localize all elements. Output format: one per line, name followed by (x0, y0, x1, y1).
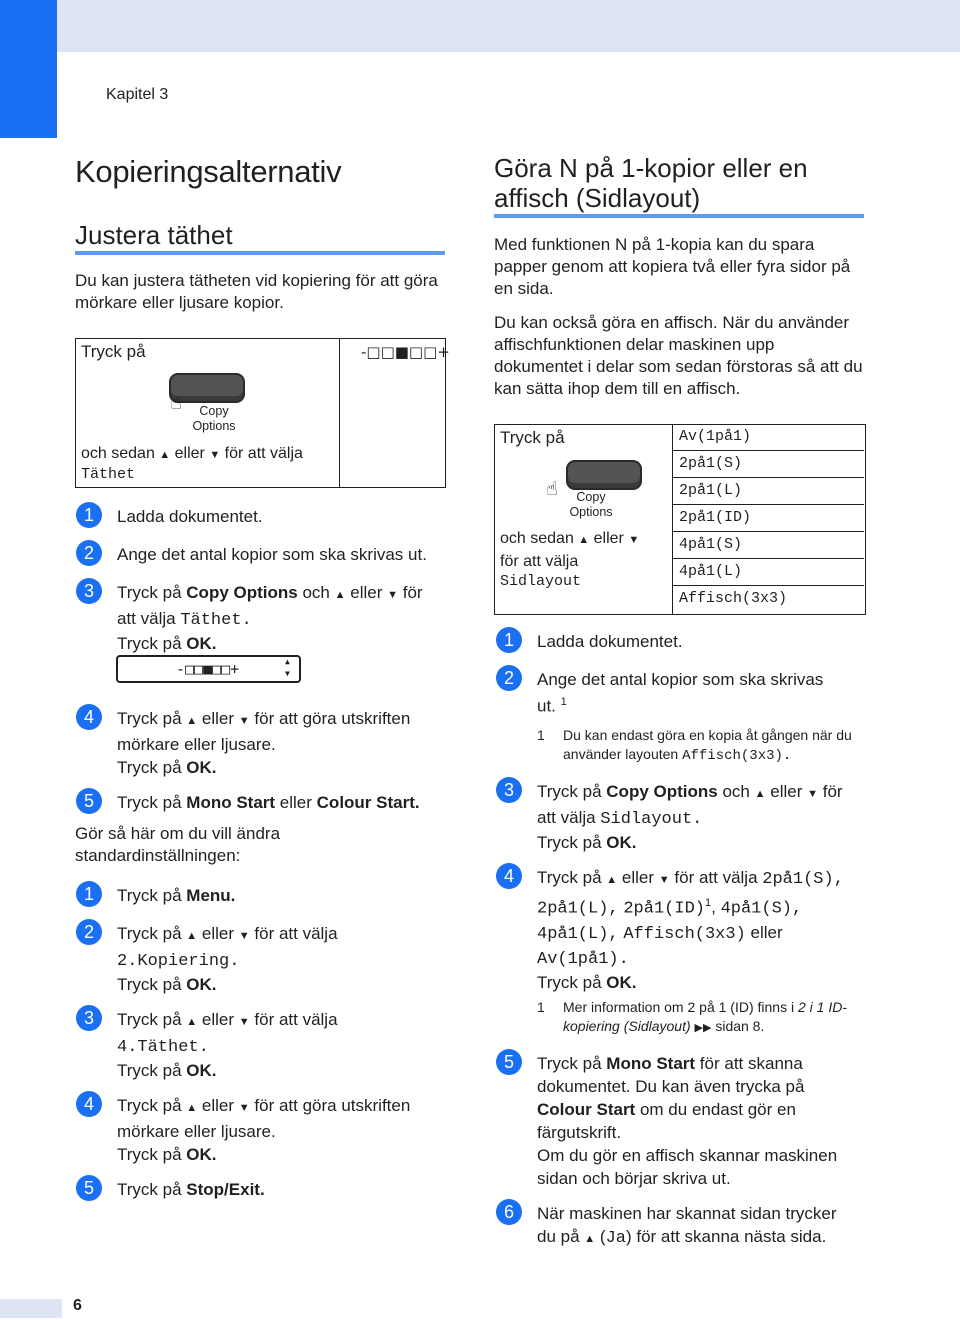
t: Tryck på (117, 634, 182, 653)
option-value: Ja (605, 1229, 626, 1248)
t: använder layouten (563, 746, 679, 762)
t: Tryck på (117, 1096, 182, 1115)
t: Tryck på (537, 972, 602, 992)
copy-options-key: Copy Options (606, 782, 718, 801)
option-value: Affisch(3x3) (623, 924, 746, 944)
section-title-density: Justera täthet (75, 220, 233, 250)
page-number-band (0, 1299, 62, 1318)
step-text (117, 1094, 457, 1166)
step-text (117, 707, 457, 779)
then-text: och sedan (500, 530, 574, 547)
down-arrow-icon: ▼ (628, 534, 640, 546)
table-select-text (81, 443, 303, 466)
up-arrow-icon: ▲ (606, 874, 618, 886)
footnote-text (563, 726, 873, 766)
step-number: 2 (76, 919, 102, 945)
t: Du kan endast göra en kopia åt gången när du (563, 727, 852, 743)
step-number: 5 (76, 788, 102, 814)
step-text (117, 791, 420, 814)
t: Tryck på (117, 1061, 182, 1080)
copy-options-label (184, 404, 244, 434)
t: Tryck på (117, 1180, 182, 1199)
title-line: affisch (Sidlayout) (494, 183, 701, 213)
t: Tryck på (117, 709, 182, 728)
layout-option: 4på1(S) (679, 536, 743, 553)
defaults-intro: Gör så här om du vill ändra standardinställningen: (75, 824, 281, 865)
button-label-line1: Copy (199, 404, 229, 418)
down-arrow-icon: ▼ (387, 589, 398, 601)
option-value: 2på1(ID) (623, 899, 705, 919)
t: för (402, 583, 423, 602)
step-text (117, 581, 452, 655)
copy-options-button (566, 460, 642, 490)
button-label-line2: Options (569, 505, 613, 519)
stop-exit-key: Stop/Exit. (186, 1180, 265, 1199)
layout-option: Affisch(3x3) (679, 590, 788, 607)
footnote-text (563, 998, 873, 1038)
t: Mer information om 2 på 1 (ID) finns i (563, 999, 795, 1015)
lcd-display (116, 655, 301, 683)
down-arrow-icon: ▼ (238, 930, 250, 942)
t: du på (537, 1227, 580, 1246)
t: Tryck på (117, 975, 182, 994)
t: Tryck på (117, 583, 182, 602)
step-text (537, 1052, 877, 1190)
header-band (0, 0, 960, 52)
step-number: 5 (496, 1049, 522, 1075)
step-number: 4 (76, 1091, 102, 1117)
ok-key: OK. (606, 972, 637, 992)
t: att välja (537, 808, 596, 827)
t: för att skanna (699, 1054, 803, 1073)
t: sidan och börjar skriva ut. (537, 1169, 731, 1188)
t: eller (201, 1010, 235, 1029)
t: eller (770, 782, 803, 801)
or-text: eller (593, 530, 624, 547)
t: Tryck på (117, 758, 182, 777)
footnote-ref: 1 (560, 696, 567, 708)
ok-key: OK. (186, 1145, 217, 1164)
step-number: 1 (496, 627, 522, 653)
footnote-number: 1 (537, 727, 545, 743)
select-text: för att välja (224, 445, 303, 462)
t: för att göra utskriften (254, 1096, 411, 1115)
t: för (822, 782, 843, 801)
step-number: 4 (496, 863, 522, 889)
up-arrow-icon: ▲ (186, 1102, 198, 1114)
t: för att välja (674, 868, 758, 887)
t: ( (599, 1227, 606, 1246)
title-line: Göra N på 1-kopior eller en (494, 153, 808, 183)
step-text (537, 668, 823, 718)
up-arrow-icon: ▲ (186, 715, 198, 727)
t: dokumentet. Du kan även trycka på (537, 1077, 805, 1096)
t: Om du gör en affisch skannar maskinen (537, 1146, 838, 1165)
step-number: 6 (496, 1199, 522, 1225)
layout-option: 2på1(ID) (679, 509, 752, 526)
mono-start-key: Mono Start (186, 793, 276, 812)
up-arrow-icon: ▲ (159, 449, 171, 461)
section-rule (494, 214, 864, 218)
copy-options-key: Copy Options (186, 583, 298, 602)
finger-press-icon: ☝ (546, 479, 558, 500)
xref: 2 i 1 ID- (797, 999, 847, 1015)
t: eller (201, 924, 235, 943)
select-text: för att välja (500, 553, 579, 570)
t: att välja (117, 609, 176, 628)
t: sidan 8. (715, 1018, 765, 1034)
t: mörkare eller ljusare. (117, 735, 276, 754)
t: eller (621, 868, 655, 887)
menu-key: Menu. (186, 886, 236, 905)
up-arrow-icon: ▲ (186, 1016, 198, 1028)
option-value: 4på1(L), (537, 924, 619, 944)
mono-start-key: Mono Start (606, 1054, 696, 1073)
table-option: Sidlayout (500, 573, 582, 590)
t: ) för att skanna nästa sida. (625, 1227, 827, 1246)
step-number: 5 (76, 1175, 102, 1201)
t: och (722, 782, 750, 801)
t: för att välja (254, 1010, 338, 1029)
option-value: Affisch(3x3). (682, 748, 792, 764)
step-number: 4 (76, 704, 102, 730)
t: eller (750, 922, 783, 942)
step-text (117, 922, 338, 996)
ok-key: OK. (186, 634, 217, 653)
table-press-label: Tryck på (500, 428, 565, 447)
button-label-line2: Options (192, 419, 236, 433)
t: färgutskrift. (537, 1123, 622, 1142)
step-text (537, 780, 877, 854)
option-value: Av(1på1). (537, 949, 629, 969)
t: Tryck på (117, 1145, 182, 1164)
t: Tryck på (117, 1010, 182, 1029)
option-value: 2.Kopiering. (117, 952, 240, 971)
up-arrow-icon: ▲ (578, 534, 590, 546)
t: eller (350, 583, 383, 602)
updown-arrow-icon: ▲▼ (285, 657, 290, 678)
t: för att göra utskriften (254, 709, 411, 728)
xref: kopiering (Sidlayout) (563, 1018, 691, 1034)
ok-key: OK. (186, 975, 217, 994)
ok-key: OK. (606, 833, 637, 852)
t: Tryck på (537, 782, 602, 801)
layout-para-1: Med funktionen N på 1-kopia kan du spara papper genom att kopiera två eller fyra sidor på en sida. (494, 235, 851, 298)
down-arrow-icon: ▼ (658, 874, 670, 886)
table-press-label: Tryck på (81, 342, 146, 361)
then-text: och sedan (81, 445, 155, 462)
density-intro: Du kan justera tätheten vid kopiering för att göra mörkare eller ljusare kopior. (75, 271, 438, 312)
layout-option: Av(1på1) (679, 428, 752, 445)
step-number: 2 (76, 540, 102, 566)
or-text: eller (174, 445, 205, 462)
step-text: Ladda dokumentet. (537, 632, 683, 651)
section-rule (75, 251, 445, 255)
option-value: 2på1(S), (762, 870, 844, 889)
layout-para-2: Du kan också göra en affisch. När du använder affischfunktionen delar maskinen upp dokumentet i delar som sedan förstoras så att du kan sätta ihop dem till en affisch. (494, 313, 863, 398)
step-text (117, 1178, 265, 1201)
step-number: 1 (76, 502, 102, 528)
t: eller (201, 709, 235, 728)
t: Tryck på (537, 868, 602, 887)
down-arrow-icon: ▼ (238, 1016, 250, 1028)
density-scale: -□□■□□+ (361, 343, 450, 361)
section-title-layout (494, 153, 808, 213)
step-number: 3 (76, 578, 102, 604)
copy-options-label (561, 490, 621, 520)
up-arrow-icon: ▲ (186, 930, 198, 942)
down-arrow-icon: ▼ (807, 788, 818, 800)
layout-option: 2på1(S) (679, 455, 743, 472)
t: eller (201, 1096, 235, 1115)
step-text (537, 1202, 877, 1251)
footnote-ref: 1 (704, 897, 712, 909)
layout-option: 2på1(L) (679, 482, 743, 499)
up-arrow-icon: ▲ (584, 1233, 596, 1245)
step-text: Ange det antal kopior som ska skrivas ut. (117, 545, 427, 564)
step-text: Ladda dokumentet. (117, 507, 263, 526)
footnote-number: 1 (537, 999, 545, 1015)
option-value: 4på1(S), (720, 899, 803, 919)
step-text (537, 866, 877, 994)
t: , (711, 897, 716, 917)
t: om du endast gör en (639, 1100, 796, 1119)
table-option: Täthet (81, 466, 136, 483)
table-select-text (500, 528, 670, 573)
t: för att välja (254, 924, 338, 943)
t: När maskinen har skannat sidan trycker (537, 1204, 837, 1223)
step-number: 3 (76, 1005, 102, 1031)
finger-press-icon: ☝ (170, 393, 182, 414)
t: eller (279, 793, 312, 812)
option-value: 2på1(L), (537, 899, 619, 919)
layout-option: 4på1(L) (679, 563, 743, 580)
t: ut. (537, 696, 556, 716)
colour-start-key: Colour Start. (316, 793, 420, 812)
option-value: Sidlayout. (600, 810, 703, 829)
down-arrow-icon: ▼ (238, 1102, 250, 1114)
t: Tryck på (537, 833, 602, 852)
chapter-tab (0, 0, 57, 138)
option-value: Täthet. (180, 611, 252, 630)
step-number: 3 (496, 777, 522, 803)
t: Tryck på (117, 793, 182, 812)
t: mörkare eller ljusare. (117, 1122, 276, 1141)
colour-start-key: Colour Start (537, 1100, 636, 1119)
double-arrow-icon: ▶▶ (694, 1022, 712, 1034)
page-title: Kopieringsalternativ (75, 154, 342, 189)
step-number: 2 (496, 665, 522, 691)
chapter-label: Kapitel 3 (106, 86, 169, 103)
step-text (117, 884, 235, 907)
button-label-line1: Copy (576, 490, 606, 504)
up-arrow-icon: ▲ (334, 589, 346, 601)
page-number: 6 (73, 1297, 82, 1314)
option-value: 4.Täthet. (117, 1038, 209, 1057)
t: Tryck på (537, 1054, 602, 1073)
lcd-text: -□□■□□+ (176, 660, 240, 678)
ok-key: OK. (186, 1061, 217, 1080)
down-arrow-icon: ▼ (209, 449, 221, 461)
step-number: 1 (76, 881, 102, 907)
up-arrow-icon: ▲ (754, 788, 766, 800)
t: och (302, 583, 330, 602)
ok-key: OK. (186, 758, 217, 777)
table-divider (339, 338, 340, 488)
down-arrow-icon: ▼ (238, 715, 250, 727)
step-text (117, 1008, 338, 1082)
t: Tryck på (117, 924, 182, 943)
t: Tryck på (117, 886, 182, 905)
t: Ange det antal kopior som ska skrivas (537, 670, 824, 689)
